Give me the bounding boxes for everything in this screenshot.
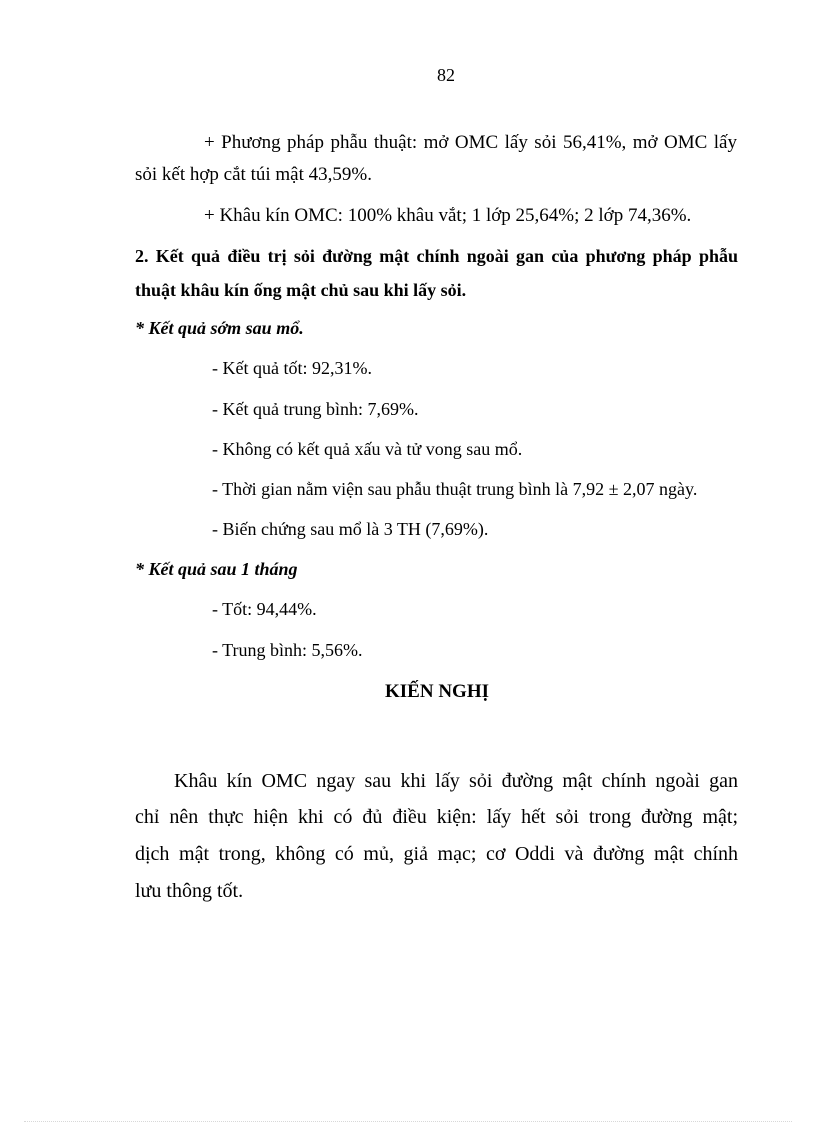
surgery-method-line-2: sỏi kết hợp cắt túi mật 43,59%.: [135, 164, 372, 185]
surgery-method-line-1: + Phương pháp phẫu thuật: mở OMC lấy sỏi 56,41%, mở OMC lấy: [204, 132, 737, 153]
recommendation-line-1: Khâu kín OMC ngay sau khi lấy sỏi đường mật chính ngoài gan: [174, 770, 738, 792]
early-result-item: - Thời gian nằm viện sau phẫu thuật trung bình là 7,92 ± 2,07 ngày.: [212, 479, 698, 499]
early-result-item: - Kết quả tốt: 92,31%.: [212, 358, 372, 378]
early-results-heading: * Kết quả sớm sau mổ.: [135, 318, 304, 338]
one-month-results-heading: * Kết quả sau 1 tháng: [135, 559, 298, 579]
page-number: 82: [437, 65, 455, 85]
closure-line: + Khâu kín OMC: 100% khâu vắt; 1 lớp 25,64%; 2 lớp 74,36%.: [204, 205, 692, 226]
recommendation-line-3: dịch mật trong, không có mủ, giả mạc; cơ Oddi và đường mật chính: [135, 843, 738, 865]
recommendation-title: KIẾN NGHỊ: [385, 681, 489, 702]
section-2-heading-line-2: thuật khâu kín ống mật chủ sau khi lấy sỏi.: [135, 280, 467, 300]
page-bottom-divider: [24, 1121, 792, 1122]
recommendation-line-2: chỉ nên thực hiện khi có đủ điều kiện: lấy hết sỏi trong đường mật;: [135, 806, 738, 828]
one-month-result-item: - Trung bình: 5,56%.: [212, 640, 363, 660]
early-result-item: - Kết quả trung bình: 7,69%.: [212, 399, 419, 419]
early-result-item: - Biến chứng sau mổ là 3 TH (7,69%).: [212, 519, 489, 539]
early-result-item: - Không có kết quả xấu và tử vong sau mổ.: [212, 439, 523, 459]
one-month-result-item: - Tốt: 94,44%.: [212, 599, 317, 619]
recommendation-line-4: lưu thông tốt.: [135, 880, 244, 902]
section-2-heading-line-1: 2. Kết quả điều trị sỏi đường mật chính ngoài gan của phương pháp phẫu: [135, 246, 738, 266]
